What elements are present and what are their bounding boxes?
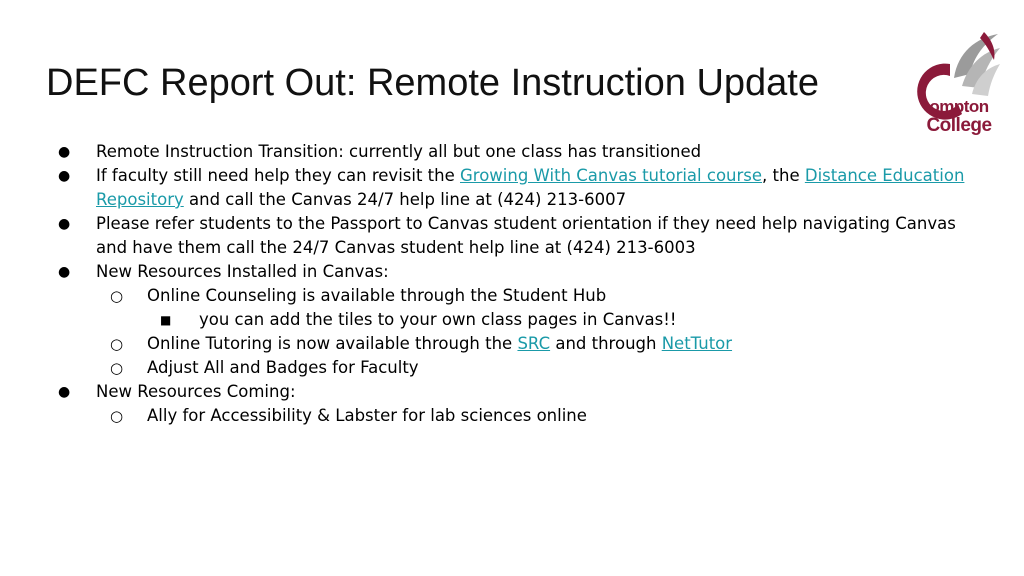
bullet-text: If faculty still need help they can revisit the xyxy=(96,166,460,185)
bullet-faculty-help xyxy=(0,164,976,212)
subbullet-marker: ○ xyxy=(110,359,124,377)
bullet-text: Online Counseling is available through the Student Hub xyxy=(147,286,607,305)
src-link[interactable]: SRC xyxy=(517,334,551,353)
bullet-text: New Resources Coming: xyxy=(96,382,296,401)
bullet-text: , the xyxy=(762,166,805,185)
bullet-marker: ● xyxy=(58,384,71,400)
subbullet-marker: ○ xyxy=(110,335,124,353)
subsubbullet-marker: ■ xyxy=(160,313,172,327)
distance-education-repository-link[interactable]: Distance Education Repository xyxy=(96,166,965,209)
subsubbullet-tiles xyxy=(0,308,976,332)
bullet-marker: ● xyxy=(58,264,71,280)
bullet-text: Adjust All and Badges for Faculty xyxy=(147,358,419,377)
bullet-list xyxy=(0,140,1024,428)
bullet-text: and call the Canvas 24/7 help line at (424) 213-6007 xyxy=(183,190,627,209)
bullet-text: Online Tutoring is now available through the xyxy=(147,334,518,353)
subbullet-online-counseling xyxy=(0,284,976,308)
bullet-text: Please refer students to the Passport to Canvas student orientation if they need help navigating Canvas and have them call the 24/7 Canvas student help line at (424) 213-6003 xyxy=(96,214,956,257)
bullet-text: New Resources Installed in Canvas: xyxy=(96,262,389,281)
nettutor-link[interactable]: NetTutor xyxy=(661,334,733,353)
bullet-marker: ● xyxy=(58,168,71,184)
bullet-text: you can add the tiles to your own class pages in Canvas!! xyxy=(199,310,677,329)
bullet-marker: ● xyxy=(58,144,71,160)
bullet-new-resources-coming xyxy=(0,380,976,404)
bullet-text: Ally for Accessibility & Labster for lab sciences online xyxy=(147,406,587,425)
bullet-text: Remote Instruction Transition: currently all but one class has transitioned xyxy=(96,142,702,161)
subbullet-ally-labster xyxy=(0,404,976,428)
subbullet-marker: ○ xyxy=(110,407,124,425)
logo-text-ompton: ompton xyxy=(929,97,989,116)
bullet-marker: ● xyxy=(58,216,71,232)
slide-title: DEFC Report Out: Remote Instruction Update xyxy=(46,62,819,104)
bullet-new-resources-installed xyxy=(0,260,976,284)
bullet-text: and through xyxy=(550,334,662,353)
bullet-remote-transition xyxy=(0,140,976,164)
logo-text-college: College xyxy=(926,115,992,136)
subbullet-marker: ○ xyxy=(110,287,124,305)
bullet-passport-to-canvas xyxy=(0,212,976,260)
subbullet-adjust-all xyxy=(0,356,976,380)
growing-with-canvas-link[interactable]: Growing With Canvas tutorial course xyxy=(460,166,763,185)
subbullet-online-tutoring xyxy=(0,332,976,356)
